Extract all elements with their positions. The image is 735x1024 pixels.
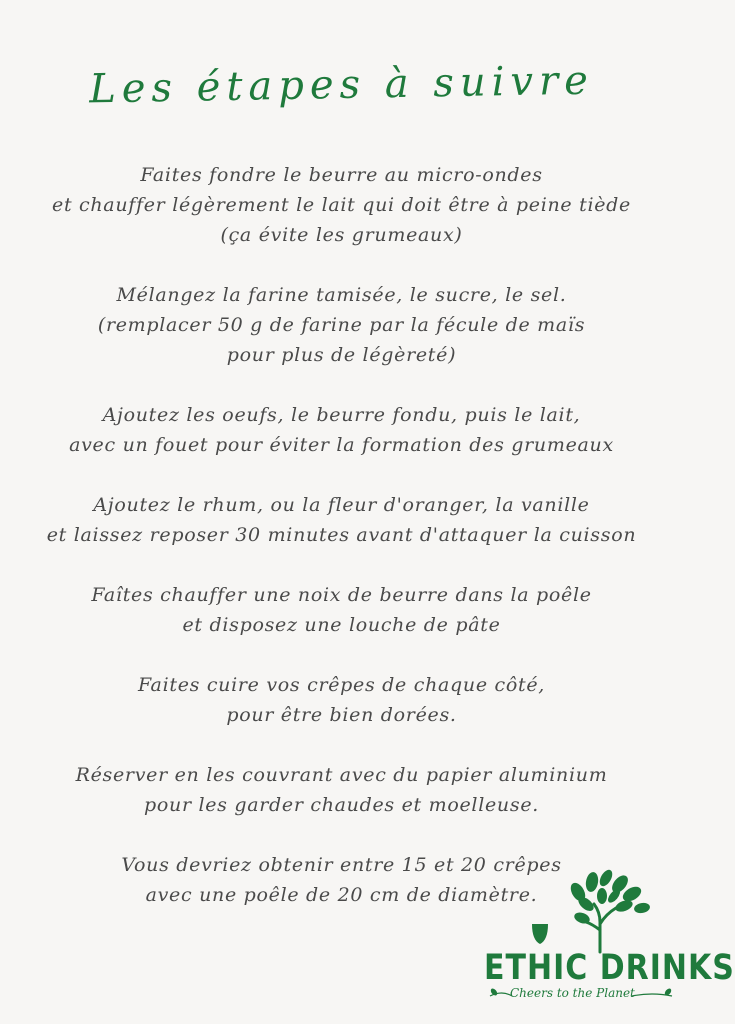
step-line: Mélangez la farine tamisée, le sucre, le sel.: [116, 284, 567, 306]
step-2: [0, 280, 683, 370]
step-line: Faites fondre le beurre au micro-ondes: [140, 164, 543, 186]
step-line: (ça évite les grumeaux): [220, 224, 463, 246]
step-line: avec un fouet pour éviter la formation des grumeaux: [69, 434, 614, 456]
step-line: Vous devriez obtenir entre 15 et 20 crêpes: [121, 854, 562, 876]
page-title: Les étapes à suivre: [88, 57, 595, 113]
brand-name: ETHIC DRINKS: [484, 948, 735, 989]
step-7: [0, 760, 683, 820]
step-3: [0, 400, 683, 460]
step-line: Ajoutez les oeufs, le beurre fondu, puis le lait,: [102, 404, 581, 426]
step-line: Faites cuire vos crêpes de chaque côté,: [137, 674, 546, 696]
step-6: [0, 670, 683, 730]
step-line: (remplacer 50 g de farine par la fécule de maïs: [97, 314, 586, 336]
steps-list: [0, 160, 683, 940]
ethic-drinks-logo: [482, 868, 735, 1014]
step-5: [0, 580, 683, 640]
brand-tagline: Cheers to the Planet: [510, 986, 635, 1000]
step-line: Ajoutez le rhum, ou la fleur d'oranger, la vanille: [93, 494, 590, 516]
step-line: pour plus de légèreté): [226, 344, 457, 366]
step-line: avec une poêle de 20 cm de diamètre.: [145, 884, 538, 906]
step-line: et chauffer légèrement le lait qui doit être à peine tiède: [52, 194, 631, 216]
step-line: Réserver en les couvrant avec du papier aluminium: [75, 764, 608, 786]
step-line: et disposez une louche de pâte: [182, 614, 501, 636]
step-line: et laissez reposer 30 minutes avant d'attaquer la cuisson: [46, 524, 637, 546]
step-1: [0, 160, 683, 250]
step-line: pour être bien dorées.: [226, 704, 457, 726]
step-line: pour les garder chaudes et moelleuse.: [144, 794, 539, 816]
step-4: [0, 490, 683, 550]
step-line: Faîtes chauffer une noix de beurre dans la poêle: [91, 584, 592, 606]
